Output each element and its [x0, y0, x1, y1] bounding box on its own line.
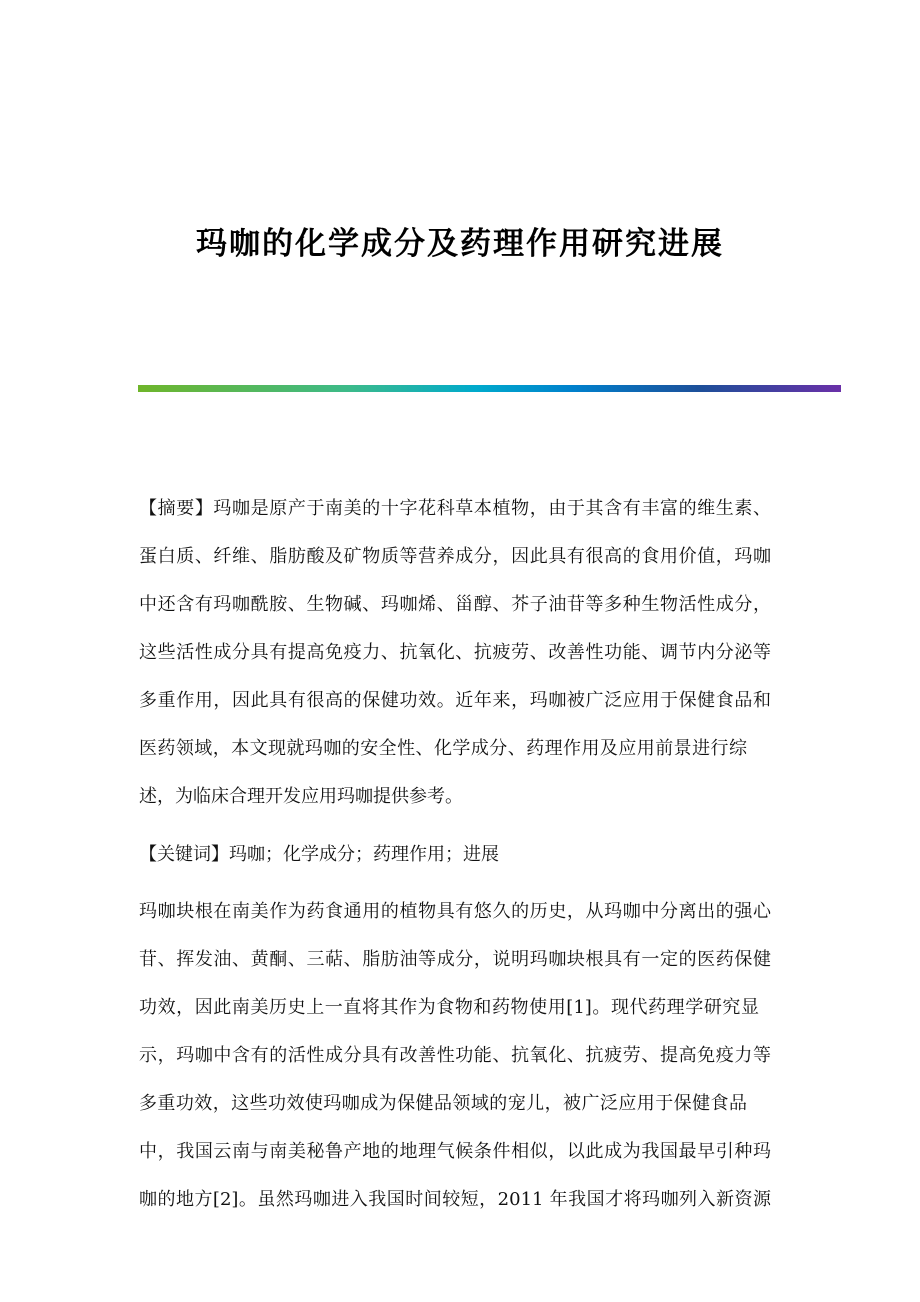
document-title: 玛咖的化学成分及药理作用研究进展	[196, 226, 724, 262]
abstract-line: 多重作用，因此具有很高的保健功效。近年来，玛咖被广泛应用于保健食品和	[139, 690, 771, 711]
body-line: 苷、挥发油、黄酮、三萜、脂肪油等成分，说明玛咖块根具有一定的医药保健	[139, 949, 771, 970]
abstract-line: 蛋白质、纤维、脂肪酸及矿物质等营养成分，因此具有很高的食用价值，玛咖	[139, 546, 771, 567]
abstract-line: 医药领域，本文现就玛咖的安全性、化学成分、药理作用及应用前景进行综	[139, 738, 747, 759]
body-line: 玛咖块根在南美作为药食通用的植物具有悠久的历史，从玛咖中分离出的强心	[139, 901, 771, 922]
abstract-line: 这些活性成分具有提高免疫力、抗氧化、抗疲劳、改善性功能、调节内分泌等	[139, 642, 771, 663]
abstract-line: 中还含有玛咖酰胺、生物碱、玛咖烯、甾醇、芥子油苷等多种生物活性成分，	[139, 594, 771, 615]
body-line: 中，我国云南与南美秘鲁产地的地理气候条件相似，以此成为我国最早引种玛	[139, 1141, 771, 1162]
title-divider	[138, 385, 841, 392]
keywords: 【关键词】玛咖；化学成分；药理作用；进展	[139, 844, 499, 865]
abstract-line: 述，为临床合理开发应用玛咖提供参考。	[139, 786, 463, 807]
body-line: 多重功效，这些功效使玛咖成为保健品领域的宠儿，被广泛应用于保健食品	[139, 1093, 747, 1114]
body-line: 咖的地方[2]。虽然玛咖进入我国时间较短，2011 年我国才将玛咖列入新资源	[139, 1189, 771, 1210]
body-line: 功效，因此南美历史上一直将其作为食物和药物使用[1]。现代药理学研究显	[139, 997, 759, 1018]
abstract-line: 【摘要】玛咖是原产于南美的十字花科草本植物，由于其含有丰富的维生素、	[139, 498, 771, 519]
body-line: 示，玛咖中含有的活性成分具有改善性功能、抗氧化、抗疲劳、提高免疫力等	[139, 1045, 771, 1066]
